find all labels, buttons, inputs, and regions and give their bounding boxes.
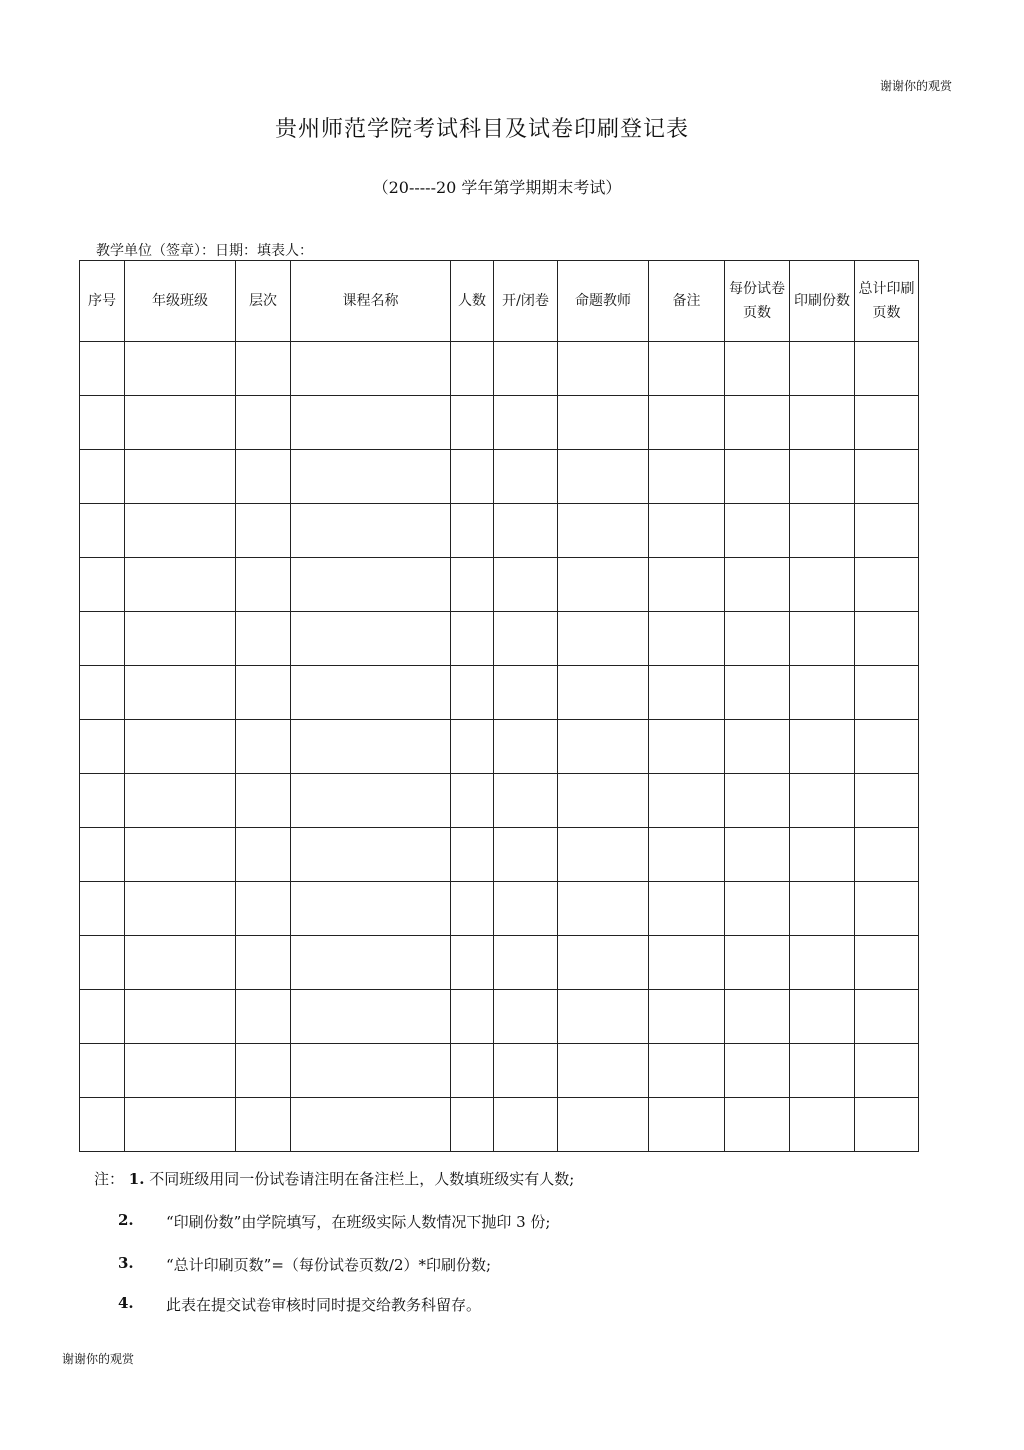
table-cell-course[interactable] [291,774,451,828]
table-row [80,450,919,504]
table-cell-course[interactable] [291,1098,451,1152]
table-cell-remarks[interactable] [649,720,725,774]
table-cell-teacher[interactable] [558,504,649,558]
table-cell-pages_per_copy[interactable] [725,1098,790,1152]
col-header-class: 年级班级 [125,261,236,342]
col-header-seq: 序号 [80,261,125,342]
table-cell-count[interactable] [451,558,494,612]
table-cell-level[interactable] [236,612,291,666]
table-cell-pages_per_copy[interactable] [725,450,790,504]
table-cell-class[interactable] [125,720,236,774]
table-cell-level[interactable] [236,342,291,396]
table-row [80,342,919,396]
table-cell-remarks[interactable] [649,666,725,720]
table-cell-pages_per_copy[interactable] [725,504,790,558]
table-cell-seq[interactable] [80,774,125,828]
table-cell-count[interactable] [451,720,494,774]
col-header-total-pages: 总计印刷页数 [855,261,919,342]
table-cell-remarks[interactable] [649,558,725,612]
table-cell-print_copies[interactable] [790,504,855,558]
table-cell-teacher[interactable] [558,774,649,828]
table-cell-course[interactable] [291,720,451,774]
note-text: “总计印刷页数”=（每份试卷页数/2）*印刷份数; [166,1256,492,1274]
table-cell-print_copies[interactable] [790,666,855,720]
table-cell-teacher[interactable] [558,558,649,612]
table-cell-level[interactable] [236,1098,291,1152]
table-row [80,936,919,990]
table-cell-open_closed[interactable] [494,450,558,504]
table-row [80,666,919,720]
table-cell-course[interactable] [291,612,451,666]
table-cell-count[interactable] [451,828,494,882]
table-cell-pages_per_copy[interactable] [725,720,790,774]
table-cell-print_copies[interactable] [790,612,855,666]
table-cell-total_pages[interactable] [855,342,919,396]
table-cell-open_closed[interactable] [494,882,558,936]
table-cell-level[interactable] [236,558,291,612]
table-cell-pages_per_copy[interactable] [725,990,790,1044]
table-cell-teacher[interactable] [558,828,649,882]
table-cell-seq[interactable] [80,558,125,612]
table-cell-teacher[interactable] [558,396,649,450]
table-cell-total_pages[interactable] [855,612,919,666]
col-header-count: 人数 [451,261,494,342]
table-cell-total_pages[interactable] [855,1044,919,1098]
table-cell-course[interactable] [291,990,451,1044]
table-row [80,558,919,612]
table-cell-teacher[interactable] [558,936,649,990]
table-cell-teacher[interactable] [558,882,649,936]
note-item [94,1168,574,1189]
table-cell-open_closed[interactable] [494,828,558,882]
table-cell-seq[interactable] [80,1044,125,1098]
table-cell-print_copies[interactable] [790,990,855,1044]
table-cell-count[interactable] [451,504,494,558]
note-text: 不同班级用同一份试卷请注明在备注栏上，人数填班级实有人数; [149,1170,575,1188]
table-cell-level[interactable] [236,882,291,936]
table-cell-class[interactable] [125,504,236,558]
footer-note: 谢谢你的观赏 [62,1352,135,1366]
table-cell-count[interactable] [451,666,494,720]
table-row [80,1098,919,1152]
table-cell-remarks[interactable] [649,990,725,1044]
note-text: “印刷份数”由学院填写，在班级实际人数情况下抛印 3 份; [166,1213,551,1231]
table-cell-course[interactable] [291,666,451,720]
table-cell-print_copies[interactable] [790,828,855,882]
table-cell-level[interactable] [236,720,291,774]
table-cell-seq[interactable] [80,1098,125,1152]
table-cell-open_closed[interactable] [494,774,558,828]
page-subtitle: （20-----20 学年第学期期末考试） [372,178,622,197]
table-cell-course[interactable] [291,558,451,612]
table-cell-course[interactable] [291,504,451,558]
table-cell-open_closed[interactable] [494,1044,558,1098]
table-cell-count[interactable] [451,1098,494,1152]
col-header-pages-per-copy: 每份试卷页数 [725,261,790,342]
col-header-course: 课程名称 [291,261,451,342]
table-cell-total_pages[interactable] [855,666,919,720]
table-cell-total_pages[interactable] [855,1098,919,1152]
table-cell-open_closed[interactable] [494,936,558,990]
note-number: 2. [118,1211,134,1229]
table-cell-remarks[interactable] [649,342,725,396]
register-table [79,260,919,1152]
table-cell-print_copies[interactable] [790,720,855,774]
table-cell-course[interactable] [291,882,451,936]
table-row [80,828,919,882]
table-cell-pages_per_copy[interactable] [725,396,790,450]
note-prefix: 注： [94,1170,125,1188]
table-cell-level[interactable] [236,828,291,882]
table-cell-class[interactable] [125,774,236,828]
table-cell-open_closed[interactable] [494,342,558,396]
table-cell-print_copies[interactable] [790,396,855,450]
col-header-level: 层次 [236,261,291,342]
table-cell-teacher[interactable] [558,612,649,666]
table-header-row [80,261,919,342]
table-cell-remarks[interactable] [649,774,725,828]
table-cell-seq[interactable] [80,396,125,450]
col-header-remarks: 备注 [649,261,725,342]
table-cell-total_pages[interactable] [855,450,919,504]
table-cell-remarks[interactable] [649,396,725,450]
table-cell-open_closed[interactable] [494,558,558,612]
table-cell-class[interactable] [125,612,236,666]
table-row [80,504,919,558]
table-cell-seq[interactable] [80,990,125,1044]
table-cell-course[interactable] [291,936,451,990]
table-cell-total_pages[interactable] [855,720,919,774]
table-cell-class[interactable] [125,936,236,990]
table-cell-count[interactable] [451,1044,494,1098]
table-cell-remarks[interactable] [649,828,725,882]
table-cell-seq[interactable] [80,342,125,396]
table-cell-level[interactable] [236,1044,291,1098]
table-cell-print_copies[interactable] [790,558,855,612]
table-cell-total_pages[interactable] [855,396,919,450]
table-cell-class[interactable] [125,1098,236,1152]
table-cell-pages_per_copy[interactable] [725,666,790,720]
note-text: 此表在提交试卷审核时同时提交给教务科留存。 [166,1296,482,1314]
table-row [80,612,919,666]
table-cell-seq[interactable] [80,882,125,936]
table-cell-pages_per_copy[interactable] [725,558,790,612]
note-number: 3. [118,1254,134,1272]
table-cell-count[interactable] [451,342,494,396]
table-cell-seq[interactable] [80,828,125,882]
table-cell-pages_per_copy[interactable] [725,828,790,882]
table-cell-remarks[interactable] [649,612,725,666]
table-row [80,990,919,1044]
table-cell-pages_per_copy[interactable] [725,774,790,828]
table-cell-count[interactable] [451,936,494,990]
table-cell-teacher[interactable] [558,666,649,720]
table-cell-level[interactable] [236,936,291,990]
page-title: 贵州师范学院考试科目及试卷印刷登记表 [274,117,689,142]
table-cell-teacher[interactable] [558,1098,649,1152]
table-cell-seq[interactable] [80,720,125,774]
table-row [80,882,919,936]
table-cell-count[interactable] [451,774,494,828]
table-cell-teacher[interactable] [558,1044,649,1098]
table-cell-seq[interactable] [80,612,125,666]
table-cell-level[interactable] [236,666,291,720]
table-cell-level[interactable] [236,990,291,1044]
table-cell-pages_per_copy[interactable] [725,342,790,396]
table-row [80,774,919,828]
table-cell-open_closed[interactable] [494,396,558,450]
table-cell-level[interactable] [236,504,291,558]
table-cell-remarks[interactable] [649,936,725,990]
table-cell-remarks[interactable] [649,1044,725,1098]
table-cell-pages_per_copy[interactable] [725,936,790,990]
table-cell-total_pages[interactable] [855,558,919,612]
table-cell-level[interactable] [236,450,291,504]
table-cell-print_copies[interactable] [790,1044,855,1098]
table-cell-seq[interactable] [80,504,125,558]
table-cell-remarks[interactable] [649,882,725,936]
table-cell-total_pages[interactable] [855,990,919,1044]
table-cell-open_closed[interactable] [494,612,558,666]
table-cell-seq[interactable] [80,936,125,990]
table-cell-remarks[interactable] [649,450,725,504]
table-row [80,720,919,774]
table-cell-open_closed[interactable] [494,1098,558,1152]
table-cell-print_copies[interactable] [790,882,855,936]
table-cell-class[interactable] [125,1044,236,1098]
table-cell-level[interactable] [236,396,291,450]
table-body [80,342,919,1152]
col-header-open-closed: 开/闭卷 [494,261,558,342]
table-cell-count[interactable] [451,990,494,1044]
table-cell-open_closed[interactable] [494,720,558,774]
table-cell-total_pages[interactable] [855,774,919,828]
table-cell-count[interactable] [451,396,494,450]
table-cell-open_closed[interactable] [494,666,558,720]
table-cell-class[interactable] [125,990,236,1044]
table-cell-print_copies[interactable] [790,1098,855,1152]
table-cell-print_copies[interactable] [790,936,855,990]
col-header-teacher: 命题教师 [558,261,649,342]
table-cell-teacher[interactable] [558,720,649,774]
table-cell-count[interactable] [451,612,494,666]
note-number: 4. [118,1294,134,1312]
table-cell-teacher[interactable] [558,450,649,504]
table-cell-teacher[interactable] [558,990,649,1044]
form-meta-line: 教学单位（签章）：日期：填表人： [96,243,313,259]
table-cell-count[interactable] [451,450,494,504]
table-cell-pages_per_copy[interactable] [725,1044,790,1098]
table-cell-pages_per_copy[interactable] [725,882,790,936]
table-cell-pages_per_copy[interactable] [725,612,790,666]
table-cell-seq[interactable] [80,450,125,504]
table-cell-remarks[interactable] [649,1098,725,1152]
table-cell-class[interactable] [125,558,236,612]
table-cell-level[interactable] [236,774,291,828]
table-cell-course[interactable] [291,342,451,396]
col-header-print-copies: 印刷份数 [790,261,855,342]
table-cell-print_copies[interactable] [790,450,855,504]
table-cell-class[interactable] [125,342,236,396]
table-cell-open_closed[interactable] [494,504,558,558]
table-cell-remarks[interactable] [649,504,725,558]
table-cell-class[interactable] [125,666,236,720]
header-note: 谢谢你的观赏 [879,79,952,93]
table-cell-course[interactable] [291,1044,451,1098]
table-cell-course[interactable] [291,828,451,882]
table-cell-course[interactable] [291,450,451,504]
table-cell-seq[interactable] [80,666,125,720]
table-cell-total_pages[interactable] [855,828,919,882]
table-cell-count[interactable] [451,882,494,936]
table-row [80,1044,919,1098]
table-cell-total_pages[interactable] [855,882,919,936]
note-number: 1. [128,1170,145,1188]
table-cell-class[interactable] [125,396,236,450]
table-cell-print_copies[interactable] [790,774,855,828]
table-cell-print_copies[interactable] [790,342,855,396]
table-cell-course[interactable] [291,396,451,450]
table-cell-class[interactable] [125,450,236,504]
table-cell-teacher[interactable] [558,342,649,396]
table-cell-open_closed[interactable] [494,990,558,1044]
table-row [80,396,919,450]
table-cell-total_pages[interactable] [855,504,919,558]
table-cell-total_pages[interactable] [855,936,919,990]
table-cell-class[interactable] [125,882,236,936]
table-cell-class[interactable] [125,828,236,882]
